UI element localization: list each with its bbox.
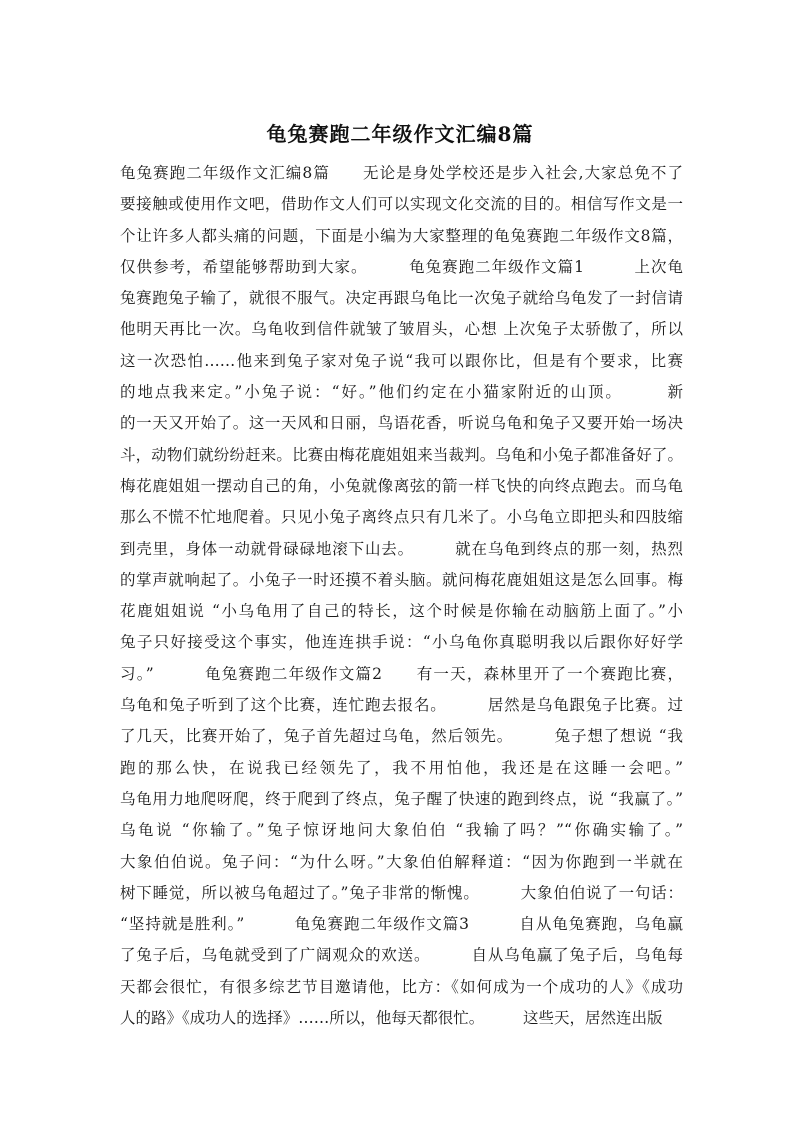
text-line: 兔赛跑兔子输了，就很不服气。决定再跟乌龟比一次兔子就给乌龟发了一封信请 [120,289,683,308]
text-line: 仅供参考，希望能够帮助到大家。 龟兔赛跑二年级作文篇1 上次龟 [120,257,683,276]
text-line: 了几天，比赛开始了，兔子首先超过乌龟，然后领先。 兔子想了想说 “我 [120,727,683,746]
text-line: 了兔子后，乌龟就受到了广阔观众的欢送。 自从乌龟赢了兔子后，乌龟每 [120,946,683,965]
text-line: 习。” 龟兔赛跑二年级作文篇2 有一天，森林里开了一个赛跑比赛， [120,664,683,683]
text-line: 这一次恐怕……他来到兔子家对兔子说“我可以跟你比，但是有个要求，比赛 [120,351,683,370]
text-line: 到壳里，身体一动就骨碌碌地滚下山去。 就在乌龟到终点的那一刻，热烈 [120,539,683,558]
text-line: 花鹿姐姐说 “小乌龟用了自己的特长，这个时候是你输在动脑筋上面了。”小 [120,602,683,621]
text-line: 的一天又开始了。这一天风和日丽，鸟语花香，听说乌龟和兔子又要开始一场决 [120,414,683,433]
text-line: 那么不慌不忙地爬着。只见小兔子离终点只有几米了。小乌龟立即把头和四肢缩 [120,508,683,527]
text-line: 的掌声就响起了。小兔子一时还摸不着头脑。就问梅花鹿姐姐这是怎么回事。梅 [120,570,683,589]
text-line: 跑的那么快，在说我已经领先了，我不用怕他，我还是在这睡一会吧。” [120,758,683,777]
text-line: 梅花鹿姐姐一摆动自己的角，小兔就像离弦的箭一样飞快的向终点跑去。而乌龟 [120,476,683,495]
document-body [120,158,683,1034]
text-line: 他明天再比一次。乌龟收到信件就皱了皱眉头，心想 上次兔子太骄傲了，所以 [120,320,683,339]
text-line: 人的路》《成功人的选择》……所以，他每天都很忙。 这些天，居然连出版 [120,1009,663,1028]
text-line: 要接触或使用作文吧，借助作文人们可以实现文化交流的目的。相信写作文是一 [120,195,683,214]
text-line: 乌龟说 “你输了。”兔子惊讶地问大象伯伯 “我输了吗？”“你确实输了。” [120,821,683,840]
text-line: 兔子只好接受这个事实，他连连拱手说：“小乌龟你真聪明我以后跟你好好学 [120,633,683,652]
text-line: 的地点我来定。”小兔子说：“好。”他们约定在小猫家附近的山顶。 新 [120,383,683,402]
text-line: 乌龟和兔子听到了这个比赛，连忙跑去报名。 居然是乌龟跟兔子比赛。过 [120,696,683,715]
page-title: 龟兔赛跑二年级作文汇编8篇 [266,122,534,146]
text-line: 天都会很忙，有很多综艺节目邀请他，比方：《如何成为一个成功的人》《成功 [120,977,683,996]
text-line: 大象伯伯说。兔子问：“为什么呀。”大象伯伯解释道：“因为你跑到一半就在 [120,852,683,871]
text-line: 树下睡觉，所以被乌龟超过了。”兔子非常的惭愧。 大象伯伯说了一句话： [120,883,683,902]
text-line: 个让许多人都头痛的问题，下面是小编为大家整理的龟兔赛跑二年级作文8篇， [120,226,683,245]
text-line: 龟兔赛跑二年级作文汇编8篇 无论是身处学校还是步入社会,大家总免不了 [120,164,683,182]
text-line: 乌龟用力地爬呀爬，终于爬到了终点，兔子醒了快速的跑到终点，说 “我赢了。” [120,789,683,808]
text-line: “坚持就是胜利。” 龟兔赛跑二年级作文篇3 自从龟兔赛跑，乌龟赢 [120,915,683,934]
text-line: 斗，动物们就纷纷赶来。比赛由梅花鹿姐姐来当裁判。乌龟和小兔子都准备好了。 [120,445,683,464]
